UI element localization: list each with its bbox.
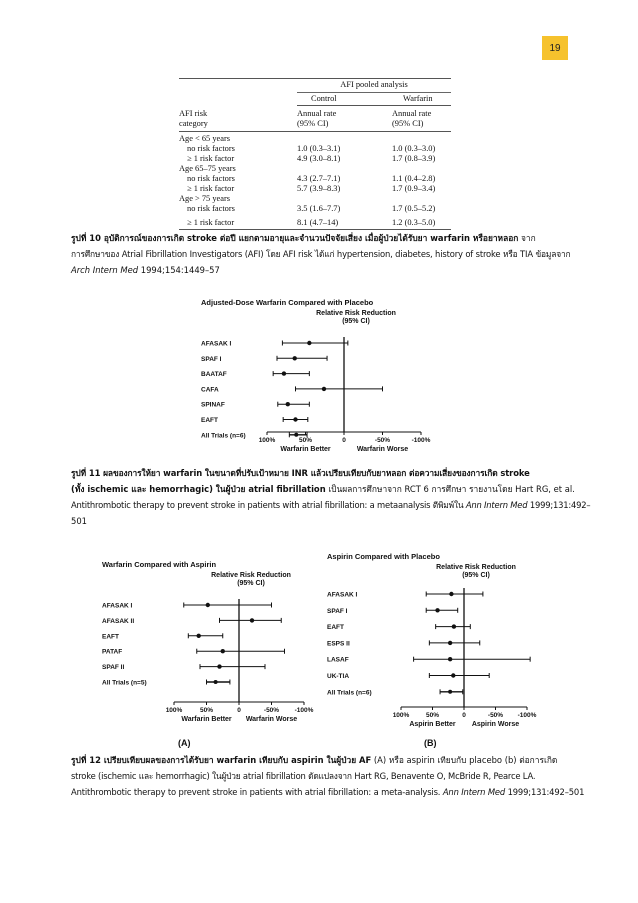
row-control-rate: 4.3 (2.7–7.1) [297,174,341,183]
table-row [179,154,451,164]
table-row [179,218,451,228]
point-estimate [206,603,210,607]
x-tick-label: 50% [425,712,440,719]
point-estimate [307,341,311,345]
caption10-line2: การศึกษาของ Atrial Fibrillation Investigators (AFI) โดย AFI risk ได้แก่ hypertension, diabetes, history of stroke หรือ TIA ข้อมูลจาก [71,249,571,259]
trial-label: EAFT [327,624,344,632]
forest-plot-aspirin-vs-placebo [323,549,541,729]
trial-label: UK-TIA [327,673,350,680]
caption10-line1-bold: รูปที่ 10 อุบัติการณ์ของการเกิด stroke ต่อปี แยกตามอายุและจำนวนปัจจัยเสี่ยง เมื่อผู้ป่วยได้รับยา warfarin หรือยาหลอก [71,233,519,243]
row-warfarin-rate: 1.7 (0.9–3.4) [392,184,436,193]
row-warfarin-rate: 1.2 (0.3–5.0) [392,218,436,227]
point-estimate [197,634,201,638]
table-row [179,194,451,204]
x-tick-label: 0 [342,437,346,444]
col-annual-warfarin-1: Annual rate [392,109,432,118]
point-estimate [294,433,298,437]
row-control-rate: 1.0 (0.3–3.1) [297,144,341,153]
x-tick-label: -50% [374,437,391,444]
page-number-badge [542,36,568,60]
table-row [179,174,451,184]
figure-12b-forest-plot [323,549,541,729]
caption10-journal: Arch Intern Med [71,265,139,275]
table-row [179,134,451,144]
point-estimate [448,641,452,645]
col-annual-control-1: Annual rate [297,109,337,118]
row-control-rate: 5.7 (3.9–8.3) [297,184,341,193]
row-label: Age < 65 years [179,134,231,143]
x-tick-label: 50% [298,437,313,444]
trial-label: All Trials (n=5) [102,679,147,687]
plot-title: Aspirin Compared with Placebo [327,552,440,561]
x-tick-label: 0 [462,712,466,719]
caption12-journal: Ann Intern Med [442,787,506,797]
x-tick-label: -100% [517,712,537,719]
footer-better: Aspirin Better [409,721,456,728]
x-tick-label: 100% [165,707,183,714]
page-number: 19 [549,42,561,54]
point-estimate [250,618,254,622]
table-row [179,164,451,174]
col-control: Control [311,94,337,103]
caption11-line2-rest: เป็นผลการศึกษาจาก RCT 6 การศึกษา รายงานโดย Hart RG, et al. [325,484,575,494]
caption11-line2-bold: (ทั้ง ischemic และ hemorrhagic) ในผู้ป่วย atrial fibrillation [71,484,326,494]
row-label: ≥ 1 risk factor [187,184,235,193]
row-label: Age 65–75 years [179,164,236,173]
row-label: ≥ 1 risk factor [187,218,235,227]
table-row [179,204,451,214]
point-estimate [221,649,225,653]
row-warfarin-rate: 1.7 (0.5–5.2) [392,204,436,213]
figure-11-forest-plot [197,296,442,458]
afi-pooled-table [179,78,451,230]
forest-plot-warfarin-vs-aspirin [98,554,318,726]
col-annual-warfarin-2: (95% CI) [392,119,424,128]
table-body-rule [179,131,451,132]
trial-label: EAFT [201,417,218,424]
x-tick-label: -50% [487,712,504,719]
trial-label: AFASAK I [102,602,133,610]
table-sub-rule [297,92,451,93]
point-estimate [214,680,218,684]
trial-label: SPAF I [201,355,222,363]
col-annual-control-2: (95% CI) [297,119,329,128]
caption11-line3-tail: 1999;131:492– [527,500,591,510]
caption12-line2: stroke (ischemic และ hemorrhagic) ในผู้ป่วย atrial fibrillation ดัดแปลงจาก Hart RG, Benavente O, McBride R, Pearce LA. [71,771,536,781]
plot-title: Adjusted-Dose Warfarin Compared with Placebo [201,298,374,307]
trial-label: All Trials (n=6) [201,432,246,440]
x-tick-label: -100% [411,437,431,444]
footer-worse: Warfarin Worse [356,446,409,453]
row-label: Age > 75 years [179,194,231,203]
caption11-line3-rest: Antithrombotic therapy to prevent stroke in patients with atrial fibrillation: a metaanalysis ตีพิมพ์ใน [71,500,466,510]
caption12-line1-rest: (A) หรือ aspirin เทียบกับ placebo (b) ต่อการเกิด [371,755,558,765]
trial-label: All Trials (n=6) [327,689,372,697]
rrr-header: Relative Risk Reduction [211,572,291,579]
x-tick-label: 50% [199,707,214,714]
row-label: no risk factors [187,174,235,183]
trial-label: CAFA [201,386,219,394]
row-label: no risk factors [187,144,235,153]
trial-label: AFASAK II [102,617,135,625]
trial-label: AFASAK I [327,591,358,599]
figure-12a-label: (A) [178,738,191,748]
rrr-header: Relative Risk Reduction [316,310,396,317]
rrr-header: Relative Risk Reduction [436,564,516,571]
point-estimate [448,657,452,661]
caption-figure-11 [71,465,591,529]
point-estimate [449,592,453,596]
trial-label: ESPS II [327,640,350,648]
caption11-line1-bold: รูปที่ 11 ผลของการให้ยา warfarin ในขนาดที่ปรับเป้าหมาย INR แล้วเปรียบเทียบกับยาหลอก ต่อความเสี่ยงของการเกิด stroke [71,468,530,478]
forest-plot-warfarin-vs-placebo [197,296,442,458]
x-tick-label: 100% [392,712,410,719]
row-control-rate: 4.9 (3.0–8.1) [297,154,341,163]
col-category-1: AFI risk [179,109,208,118]
point-estimate [293,417,297,421]
table-row [179,144,451,154]
trial-label: SPAF I [327,607,348,615]
trial-label: AFASAK I [201,340,232,348]
trial-label: LASAF [327,656,349,664]
caption-figure-10 [71,230,571,278]
x-tick-label: -100% [294,707,314,714]
point-estimate [448,690,452,694]
trial-label: SPINAF [201,401,225,409]
figure-12b-label: (B) [424,738,437,748]
caption10-line1-rest: จาก [518,233,536,243]
caption-figure-12 [71,752,585,800]
caption12-line3-rest: Antithrombotic therapy to prevent stroke in patients with atrial fibrillation: a meta-analysis. [71,787,443,797]
plot-title: Warfarin Compared with Aspirin [102,560,217,569]
table-title: AFI pooled analysis [340,80,408,89]
footer-worse: Warfarin Worse [245,716,298,723]
caption11-line4: 501 [71,516,87,526]
trial-label: SPAF II [102,664,125,672]
point-estimate [293,356,297,360]
footer-worse: Aspirin Worse [471,721,520,728]
row-control-rate: 8.1 (4.7–14) [297,218,339,227]
ci-header: (95% CI) [462,572,490,579]
trial-label: BAATAF [201,371,227,379]
table-top-rule [179,78,451,79]
trial-label: PATAF [102,648,123,656]
table-row [179,184,451,194]
point-estimate [217,664,221,668]
row-label: ≥ 1 risk factor [187,154,235,163]
col-warfarin: Warfarin [403,94,433,103]
point-estimate [451,673,455,677]
point-estimate [282,371,286,375]
caption11-journal: Ann Intern Med [465,500,528,510]
trial-label: EAFT [102,633,119,641]
row-control-rate: 3.5 (1.6–7.7) [297,204,341,213]
x-tick-label: 100% [258,437,276,444]
caption12-line1-bold: รูปที่ 12 เปรียบเทียบผลของการได้รับยา warfarin เทียบกับ aspirin ในผู้ป่วย AF [71,755,372,765]
row-warfarin-rate: 1.0 (0.3–3.0) [392,144,436,153]
col-category-2: category [179,119,208,128]
point-estimate [322,387,326,391]
row-label: no risk factors [187,204,235,213]
x-tick-label: 0 [237,707,241,714]
figure-12a-forest-plot [98,554,318,726]
table-header-rule [297,105,451,106]
footer-better: Warfarin Better [181,716,232,723]
point-estimate [452,624,456,628]
ci-header: (95% CI) [342,318,370,325]
caption10-line3-rest: 1994;154:1449–57 [138,265,220,275]
point-estimate [286,402,290,406]
point-estimate [435,608,439,612]
row-warfarin-rate: 1.7 (0.8–3.9) [392,154,436,163]
ci-header: (95% CI) [237,580,265,587]
x-tick-label: -50% [263,707,280,714]
footer-better: Warfarin Better [280,446,331,453]
row-warfarin-rate: 1.1 (0.4–2.8) [392,174,436,183]
caption12-line3-tail: 1999;131:492–501 [505,787,585,797]
